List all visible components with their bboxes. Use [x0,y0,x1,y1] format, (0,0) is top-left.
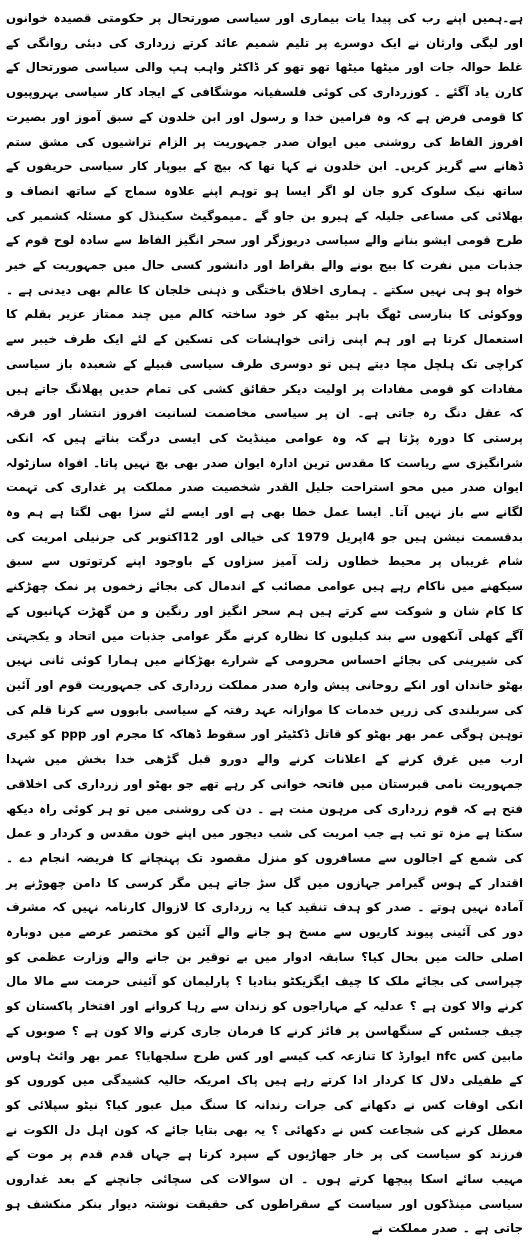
article-body-text: ہے۔ہمیں اپنے رب کی پیدا یات بیماری اور سیاسی صورتحال پر حکومتی قصیدہ خوانوں اور لیگی وارثان نے ایک دوسرے پر تلیم شمیم عائد کرتے زرداری کی دبئی روانگی کے غلط حوالہ جات اور میٹھا میٹھا تھو تھو کر ڈاکٹر واہب ہپ والی سیاسی صورتحال کے کارن یاد آگئے ۔ کوزرداری کی کوئی فلسفیانہ موشگافی کے ایجاد کار سیاسی بہروپیوں کا قومی فرض ہے کہ وہ فرامین خدا و رسول اور ابن خلدون کے سبق آموز اور بصیرت افروز الفاظ کی روشنی میں ایوان صدر جمہوریت پر الزام تراشیوں کی مشق ستم ڈھانے سے گریز کریں۔ ابن خلدون نے کہا تھا کہ بیچ کے بیوپار کار سیاسی حریفوں کے ساتھ نیک سلوک کرو جان لو اگر ایسا ہو توہم اپنے علاوہ سماج کے ساتھ انصاف و بھلائی کی مساعی جلیلہ کے ہیرو بن جاو گے ۔میموگیٹ سکینڈل کو مسئلہ کشمیر کی طرح قومی ایشو بنانے والے سیاسی دریوزگر اور سحر انگیز الفاظ سے سادہ لوح قوم کے جذبات میں نفرت کا بیج بونے والے بقراط اور دانشور کسی حال میں جمہوریت کے خیر خواہ ہو ہی نہیں سکتے ۔ ہماری اخلاق باختگی و ذہنی خلجان کا عالم بھی دیدنی ہے ۔ ووکوئی کا بنارسی ٹھگ باہر بیٹھ کر خود ساختہ کالم میں چند ممتاز عزیر بقلم کا استعمال کرتا ہے اور ہم اپنی زاتی خواہشات کی تسکین کے لئے ایک طرف خیبر سے کراچی تک ہلچل مچا دیتے ہیں تو دوسری طرف سیاسی قبیلے کے شعبدہ باز سیاسی مفادات کو قومی مفادات پر اولیت دیکر حقائق کشی کی تمام حدیں پھلانگ جاتے ہیں کہ عقل دنگ رہ جاتی ہے۔ ان پر سیاسی مخاصمت لسانیت افروز انتشار اور فرقہ پرستی کا دورہ پڑتا ہے کہ وہ عوامی مینڈیٹ کی ایسی درگت بناتے ہیں کہ انکی شرانگیزی سے ریاست کا مقدس ترین ادارہ ایوان صدر بھی بچ نہیں پاتا۔ افواہ سازٹولہ ایوان صدر میں محو استراحت جلیل القدر شخصیت صدر مملکت پر غداری کی تہمت لگانے سے باز نہیں آتا۔ ایسا عمل خطا بھی ہے اور ایسے لئے سزا بھی لگتا ہے ہم وہ بدقسمت نیشن ہیں جو 4اپریل 1979 کی خیالی اور 12اکتوبر کی جرنیلی امریت کی شام غریباں پر محیط خطاوں زلت آمیز سزاوں کے باوجود اپنے کرتوتوں سے سبق سیکھنے میں ناکام رہے ہیں عوامی مصائب کے اندمال کی بجائے زخموں پر نمک چھڑکنے کا کام شان و شوکت سے کرتے ہیں ہم سحر انگیز اور رنگین و من گھڑت کہانیوں کے آگے کھلی آنکھوں سے بند کبلیوں کا نظارہ کرنے مگر عوامی جذبات میں اتحاد و یکجہتی کی شیرینی کی بجائے احساس محرومی کے شرارے بھڑکانے میں ہمارا کوئی ثانی نہیں بھٹو خاندان اور انکے روحانی پیش وارہ صدر مملکت زرداری کی جمہوریت قوم اور آئین کی سربلندی کی زریں خدمات کا موازانہ عہد رفتہ کے سیاسی بابووں سے کرنا قلم کی توہین ہوگی عمر بھر بھٹو کو قاتل ڈکٹیٹر اور سقوط ڈھاکہ کا مجرم اور ppp کو کیری ارب میں غرق کرنے کے اعلانات کرنے والے دورو قبل گڑھی خدا بخش میں شہدا جمہوریت نامی قبرستان میں فاتحہ خوانی کر رہے تھے جو بھٹو اور زرداری کی اخلاقی فتح ہے کہ قوم زرداری کی مرہون منت ہے ۔ دن کی روشنی میں تو ہر کوئی راہ دیکھ سکتا ہے مزہ تو تب ہے جب امریت کی شب دیجور میں اپنے خون مقدس و کردار و عمل کی شمع کے اجالوں سے مسافروں کو منزل مقصود تک پہنچانے کا فریضہ انجام دے ۔ اقتدار کے ہوس گیرامر جہازوں میں گل سڑ جاتے ہیں مگر کرسی کا دامن چھوڑنے پر آمادہ نہیں ہوتے ۔ صدر کو ہدف تنقید کیا یہ زرداری کا لازوال کارنامہ نہیں کہ مشرف دور کی آئینی پیوند کاریوں سے مسخ ہو جانے والے آئین کو مختصر عرصے میں دوبارہ اصلی حالت میں بحال کیا؟ سابقہ ادوار میں بے توقیر بن جانے والے وزارت عظمی کو چپراسی کی بجائے ملک کا چیف ایگزیکٹو بنادیا ؟ پارلیمان کو آئینی حرمت سے مالا مال کرنے والا کون ہے ؟ عدلیہ کے مہاراجوں کو زندان سے رہا کروانے اور افتخار پاکستان کو چیف جسٹس کے سنگھاسن پر فائز کرنے کا فرمان جاری کرنے والا کون ہے ؟ صوبوں کے مابین کس nfc ایوارڈ کا تنازعہ کب کیسے اور کس طرح سلجھایا؟ عمر بھر وائٹ ہاوس کے طفیلی دلال کا کردار ادا کرتے رہے ہیں پاک امریکہ حالیہ کشیدگی میں کوروں کو انکی اوقات کس نے دکھانے کی جرات رندانہ کا سنگ میل عبور کیا؟ نیٹو سپلائی کو معطل کرنے کی شجاعت کس نے دکھائی ؟ یہ بھی بتایا جائے کہ کون اہل دل الکوت نے فرزند کو سیاست کی پر خار جھاڑیوں کے سپرد کرتا ہے جہاں قدم قدم پر موت کے مہیب سائے اسکا پیچھا کرتے ہوں ۔ ان سوالات کی سچائی جانچنے کے بعد غداروں سیاسی مینڈکوں اور سیاست کے سقراطوں کی حقیقت نوشتہ دیوار بنکر منکشف ہو جاتی ہے ۔ صدر مملکت نے [6,11,523,1236]
